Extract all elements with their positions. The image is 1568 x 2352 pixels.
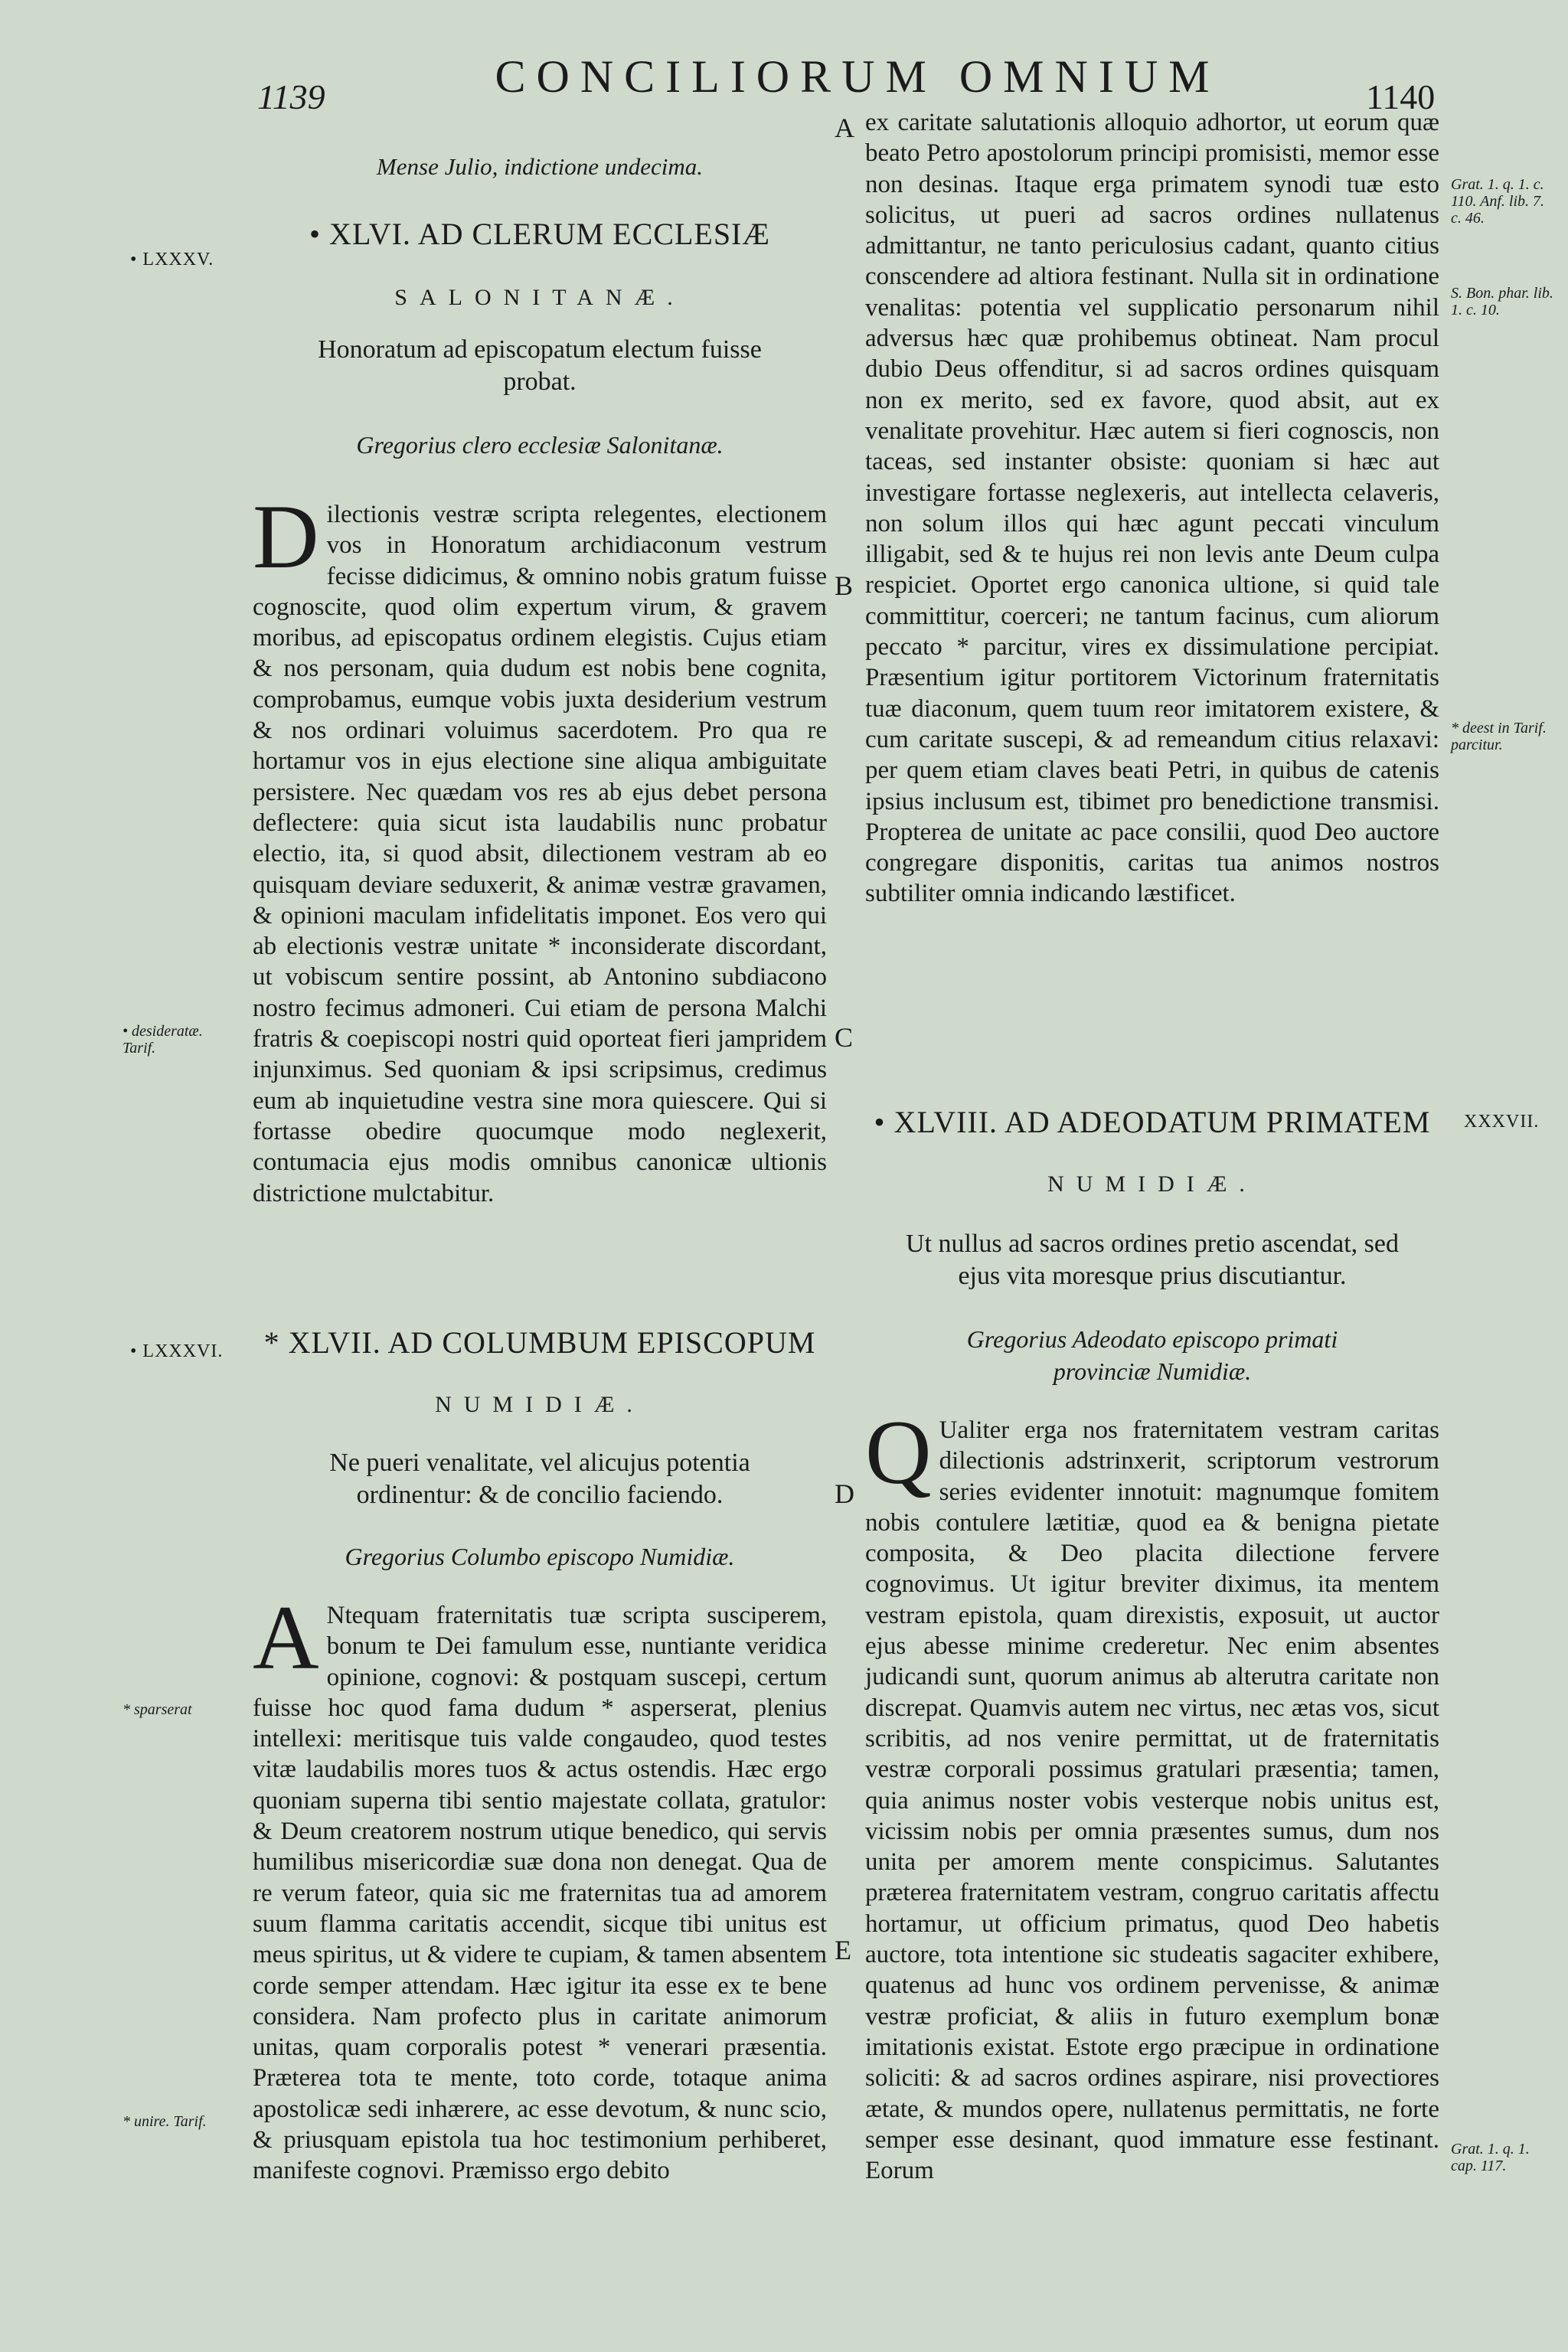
letter-48-title: • XLVIII. AD ADEODATUM PRIMATEM bbox=[874, 1105, 1431, 1139]
right-page-number: 1140 bbox=[1366, 77, 1436, 116]
section-letter-b: B bbox=[835, 570, 854, 601]
letter-47-salutation: Gregorius Columbo episcopo Numidiæ. bbox=[345, 1543, 735, 1570]
margin-note-sparserat: * sparserat bbox=[122, 1701, 192, 1718]
letter-48-salutation: Gregorius Adeodato episcopo primati provinciæ Numidiæ. bbox=[966, 1325, 1338, 1385]
drop-cap: Q bbox=[865, 1401, 932, 1503]
section-letter-a: A bbox=[835, 113, 854, 143]
drop-cap: A bbox=[253, 1586, 319, 1688]
letter-47-region: NUMIDIÆ. bbox=[435, 1392, 645, 1417]
margin-number-87: XXXVII. bbox=[1464, 1112, 1540, 1132]
section-letter-e: E bbox=[835, 1935, 851, 1965]
letter-46-salutation: Gregorius clero ecclesiæ Salonitanæ. bbox=[356, 431, 724, 459]
margin-number-85: • LXXXV. bbox=[130, 250, 214, 270]
margin-number-86: • LXXXVI. bbox=[130, 1341, 224, 1361]
dateline: Mense Julio, indictione undecima. bbox=[376, 153, 704, 180]
letter-46-body bbox=[253, 485, 827, 1209]
letter-48-region: NUMIDIÆ. bbox=[1047, 1171, 1257, 1197]
letter-46-region: SALONITANÆ. bbox=[394, 285, 685, 310]
margin-note-parcitur: * deest in Tarif. parcitur. bbox=[1451, 720, 1547, 753]
letter-46-summary: Honoratum ad episcopatum electum fuisse probat. bbox=[318, 335, 762, 396]
section-letter-c: C bbox=[835, 1022, 854, 1053]
section-letter-d: D bbox=[835, 1478, 854, 1509]
letter-48-body bbox=[865, 1401, 1439, 2186]
margin-note-unire: * unire. Tarif. bbox=[122, 2113, 207, 2130]
letter-47-text: Ntequam fraternitatis tuæ scripta susciperem, bonum te Dei famulum esse, nuntiante veridica opinione, cognovi: & postquam suscepi, certum fuisse hoc quod fama dudum * asperserat, plenius intellexi: meritisque tuis valde congaudeo, quod testes vitæ laudabilis mores tuos & actus ostendis. Hæc ergo quoniam superna tibi sentio majestate collata, gratulor: & Deum creatorem nostrum utique benedico, qui servis humilibus misericordiæ suæ dona non denegat. Qua de re verum fateor, quia sic me fraternitas tua ad amorem suum flamma caritatis accendit, sicque tibi unitus est meus spiritus, ut & videre te cupiam, & tamen absentem corde semper attendam. Hæc igitur ita esse ex te bene considera. Nam profecto plus in caritate animorum unitas, quam corporalis potest * venerari præsentia. Præterea tota te mente, toto corde, totaque anima apostolicæ sedi inhærere, ac esse devotum, & nunc scio, & priusquam epistola tua hoc testimonium perhiberet, manifeste cognovi. Præmisso ergo debito bbox=[253, 1602, 827, 2185]
continuation-text: ex caritate salutationis alloquio adhortor, ut eorum quæ beato Petro apostolorum principi promisisti, memor esse non desinas. Itaque erga primatem synodi tuæ esto solicitus, ut pueri ad sacros ordines nullatenus admittantur, ne tanto periculosius cadant, quanto citius conscendere ad altiora festinant. Nulla sit in ordinatione venalitas: potentia vel supplicatio personarum nihil adversus hæc quæ prohibemus obtineat. Nam procul dubio Deus offenditur, si ad sacros ordines quisquam non ex merito, sed ex favore, quod absit, aut ex venalitate provehitur. Hæc autem si fieri cognoscis, non taceas, sed instanter obsiste: quoniam si hæc aut investigare fortasse neglexeris, aut intellecta celaveris, non solum illos qui hæc agunt peccati vinculum illigabit, sed & te hujus rei non levis ante Deum culpa respiciet. Oportet ergo canonica ultione, si quid tale committitur, coerceri; ne tantum facinus, cum aliorum peccato * parcitur, vires ex dissimulatione percipiat. Præsentium igitur portitorem Victorinum fraternitatis tuæ diaconum, quem tuum reor imitatorem existere, & cum caritate suscepi, & ad remeandum citius relaxavi: per quem etiam claves beati Petri, in quibus de catenis ipsius inclusum est, tibimet pro benedictione transmisi. Propterea de unitate ac pace consilii, quod Deo auctore congregare disponitis, caritas tua animos nostros subtiliter omnia indicando læstificet. bbox=[865, 109, 1439, 908]
letter-46-title: • XLVI. AD CLERUM ECCLESIÆ bbox=[309, 217, 770, 251]
letter-46-text: ilectionis vestræ scripta relegentes, electionem vos in Honoratum archidiaconum vestrum fecisse didicimus, & omnino nobis gratum fuisse cognoscite, quod olim expertum virum, & gravem moribus, ad episcopatus ordinem elegistis. Cujus etiam & nos personam, quia dudum est nobis bene cognita, comprobamus, eumque vobis juxta desiderium vestrum & nos ordinari voluimus sacerdotem. Pro qua re hortamur vos in ejus electione sine aliqua ambiguitate persistere. Nec quædam vos res ab ejus debet persona deflectere: quia sicut ista laudabilis nunc probatur electio, ita, si quod absit, dilectionem vestram ab eo quisquam deviare seduxerit, & animæ vestræ gravamen, & opinioni maculam infidelitatis imponet. Eos vero qui ab electionis vestræ unitate * inconsiderate discordant, ut vobiscum sentire possint, ab Antonino subdiacono nostro fecimus admoneri. Cui etiam de persona Malchi fratris & coepiscopi nostri quid oporteat fieri jampridem injunximus. Sed quoniam & ipsi scripsimus, credimus eum ab inquietudine vestra sine mora quiescere. Qui si fortasse obedire quocumque modo neglexerit, contumacia ejus modis omnibus canonicæ ultionis districtione mulctabitur. bbox=[253, 501, 827, 1207]
running-head: CONCILIORUM OMNIUM bbox=[495, 51, 1220, 102]
left-page-number: 1139 bbox=[257, 77, 325, 116]
letter-47-title: * XLVII. AD COLUMBUM EPISCOPUM bbox=[263, 1325, 816, 1360]
letter-48-summary: Ut nullus ad sacros ordines pretio ascendat, sed ejus vita moresque prius discutiantur. bbox=[906, 1230, 1399, 1290]
letter-47-summary: Ne pueri venalitate, vel alicujus potentia ordinentur: & de concilio faciendo. bbox=[329, 1449, 750, 1509]
drop-cap: D bbox=[253, 485, 319, 587]
letter-47-body bbox=[253, 1586, 827, 2187]
margin-note-gratian-2: Grat. 1. q. 1. cap. 117. bbox=[1451, 2141, 1530, 2174]
margin-note-desideratae: • desideratæ. Tarif. bbox=[122, 1023, 203, 1057]
letter-48-text: Ualiter erga nos fraternitatem vestram caritas dilectionis adstrinxerit, scriptorum vestrorum series evidenter innotuit: magnumque fomitem nobis contulere lætitiæ, quod ea & benigna pietate composita, & Deo placita dilectione fervere cognovimus. Ut igitur breviter diximus, ita mentem vestram epistola, quam direxistis, exposuit, ut auctor ejus abesse minime crederetur. Nec enim absentes judicandi sunt, quorum animus ab alterutra caritate non discrepat. Quamvis autem nec virtus, nec ætas vos, sicut scribitis, ad nos venire permittat, ut de fraternitatis vestræ corporali possimus gratulari præsentia; tamen, quia animus noster vobis vesterque nobis unitus est, vicissim nobis per omnia præsentes sumus, dum nos unita per amorem mente conspicimus. Salutantes præterea fraternitatem vestram, congruo caritatis affectu hortamur, ut officium primatus, quod Deo habetis auctore, tota intentione sic studeatis sagaciter exhibere, quatenus ad hunc vos ordinem pervenisse, & animæ vestræ proficiat, & aliis in futuro exemplum bonæ imitationis existat. Estote ergo præcipue in ordinatione soliciti: & ad sacros ordines aspirare, nisi provectiores ætate, & mundos opere, nullatenus permittatis, ne forte semper esse desinant, quod immature esse festinant. Eorum bbox=[865, 1416, 1439, 2185]
margin-note-bonizo: S. Bon. phar. lib. 1. c. 10. bbox=[1451, 285, 1553, 318]
margin-note-gratian-1: Grat. 1. q. 1. c. 110. Anf. lib. 7. c. 46. bbox=[1451, 176, 1545, 227]
